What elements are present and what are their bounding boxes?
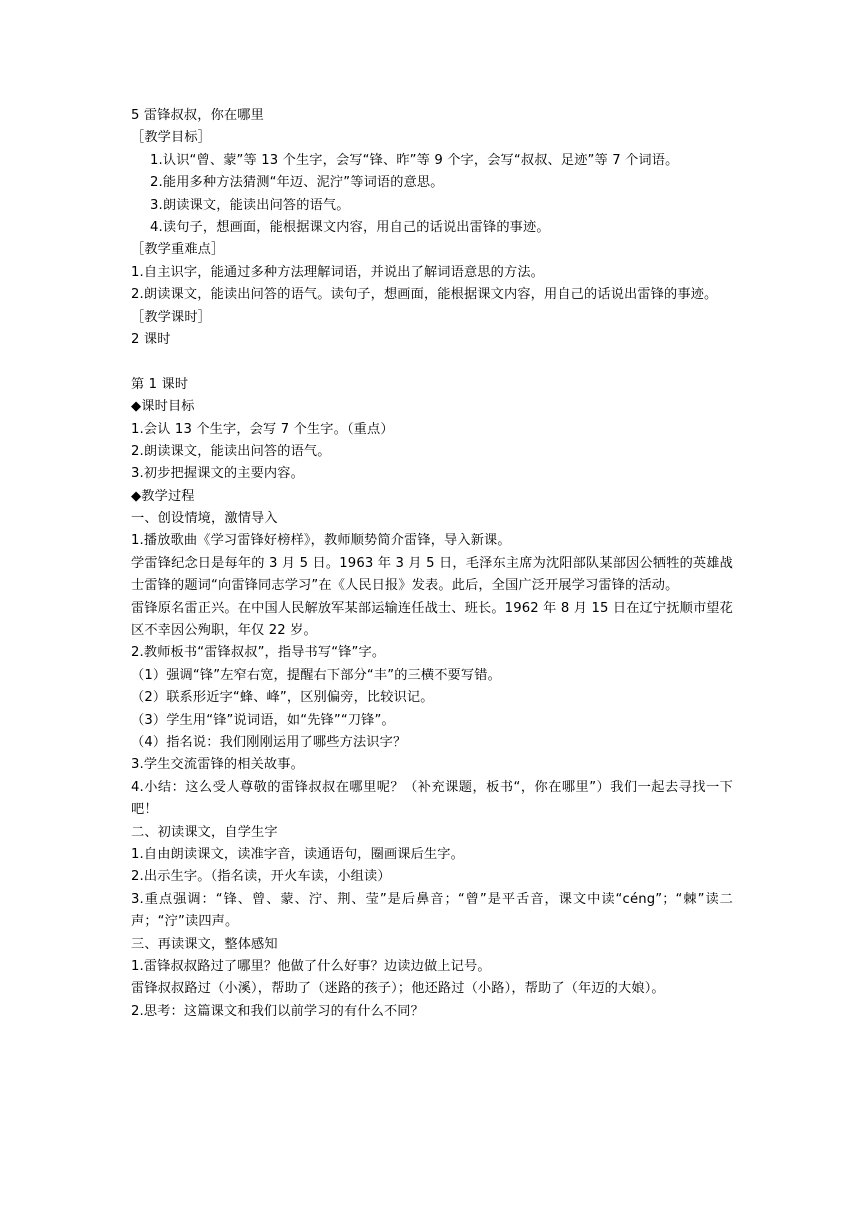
goals-heading: ◆课时目标 (131, 399, 195, 415)
section-item: 1.雷锋叔叔路过了哪里？他做了什么好事？边读边做上记号。 (131, 959, 491, 974)
objective-item: 3.朗读课文，能读出问答的语气。 (150, 197, 350, 213)
objective-item: 2.能用多种方法猜测“年迈、泥泞”等词语的意思。 (150, 175, 444, 191)
section-item: 2.出示生字。（指名读，开火车读，小组读） (131, 869, 391, 885)
section-item: 3.学生交流雷锋的相关故事。 (131, 757, 304, 773)
hours-heading: ［教学课时］ (131, 309, 212, 325)
keypoint-item: 1.自主识字，能通过多种方法理解词语，并说出了解词语意思的方法。 (131, 264, 545, 280)
section-item: （1）强调“锋”左窄右宽，提醒右下部分“丰”的三横不要写错。 (131, 667, 501, 683)
section-heading: 三、再读课文，整体感知 (131, 936, 278, 952)
objectives-heading: ［教学目标］ (131, 130, 212, 146)
keypoints-heading: ［教学重难点］ (131, 242, 225, 258)
document-page (131, 105, 733, 1023)
goal-item: 1.会认 13 个生字，会写 7 个生字。（重点） (131, 421, 394, 437)
section-paragraph: 学雷锋纪念日是每年的 3 月 5 日。1963 年 3 月 5 日，毛泽东主席为沈阳部队某部因公牺牲的英雄战士雷锋的题词“向雷锋同志学习”在《人民日报》发表。此后，全国广泛开展学习雷锋的活动。 (131, 555, 733, 594)
section-paragraph: 雷锋原名雷正兴。在中国人民解放军某部运输连任战士、班长。1962 年 8 月 15 日在辽宁抚顺市望花区不幸因公殉职，年仅 22 岁。 (131, 600, 733, 639)
section-heading: 二、初读课文，自学生字 (131, 824, 278, 840)
section-item: 1.自由朗读课文，读准字音，读通语句，圈画课后生字。 (131, 847, 464, 863)
objective-item: 1.认识“曾、蒙”等 13 个生字，会写“锋、昨”等 9 个字，会写“叔叔、足迹”等 7 个词语。 (150, 152, 679, 168)
section-item: 2.教师板书“雷锋叔叔”，指导书写“锋”字。 (131, 645, 386, 661)
section-item: （2）联系形近字“蜂、峰”，区别偏旁，比较识记。 (131, 690, 434, 706)
objective-item: 4.读句子，想画面，能根据课文内容，用自己的话说出雷锋的事迹。 (150, 219, 550, 235)
document-title: 5 雷锋叔叔，你在哪里 (131, 108, 264, 123)
section-paragraph: 4.小结：这么受人尊敬的雷锋叔叔在哪里呢？（补充课题，板书“，你在哪里”）我们一起去寻找一下吧！ (131, 779, 733, 818)
blank-line (131, 351, 733, 373)
process-heading: ◆教学过程 (131, 488, 195, 504)
section-item: 1.播放歌曲《学习雷锋好榜样》，教师顺势简介雷锋，导入新课。 (131, 533, 511, 549)
section-item: （3）学生用“锋”说词语，如“先锋”“刀锋”。 (131, 712, 395, 728)
section-heading: 一、创设情境，激情导入 (131, 511, 278, 527)
section-paragraph: 3.重点强调：“锋、曾、蒙、泞、荆、莹”是后鼻音；“曾”是平舌音，课文中读“céng”；“棘”读二声；“泞”读四声。 (131, 891, 733, 930)
section-paragraph: 雷锋叔叔路过（小溪），帮助了（迷路的孩子）；他还路过（小路），帮助了（年迈的大娘）。 (131, 981, 665, 997)
keypoint-item: 2.朗读课文，能读出问答的语气。读句子，想画面，能根据课文内容，用自己的话说出雷锋的事迹。 (131, 287, 718, 303)
section-item: （4）指名说：我们刚刚运用了哪些方法识字？ (131, 735, 407, 751)
hours-value: 2 课时 (131, 331, 171, 347)
lesson-title: 第 1 课时 (131, 376, 189, 392)
section-item: 2.思考：这篇课文和我们以前学习的有什么不同？ (131, 1003, 424, 1019)
goal-item: 3.初步把握课文的主要内容。 (131, 466, 304, 482)
goal-item: 2.朗读课文，能读出问答的语气。 (131, 443, 331, 459)
